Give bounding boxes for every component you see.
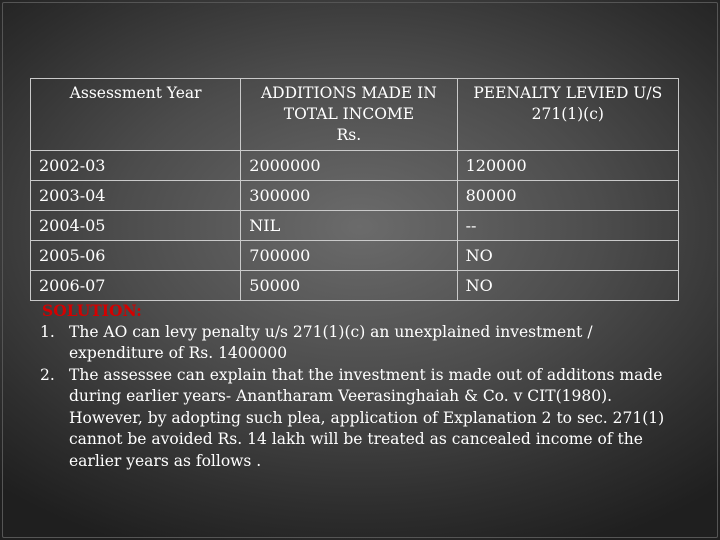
list-item-text: The AO can levy penalty u/s 271(1)(c) an unexplained investment / expenditure of Rs. 1400000 bbox=[69, 322, 593, 362]
penalty-table bbox=[30, 78, 679, 301]
list-item bbox=[40, 322, 680, 365]
cell-penalty: -- bbox=[457, 211, 678, 241]
cell-year: 2002-03 bbox=[31, 151, 241, 181]
cell-penalty: 80000 bbox=[457, 181, 678, 211]
table-row bbox=[31, 271, 679, 301]
table-row bbox=[31, 241, 679, 271]
header-additions-made: ADDITIONS MADE IN TOTAL INCOME Rs. bbox=[241, 79, 457, 151]
cell-additions: 700000 bbox=[241, 241, 457, 271]
list-item-number: 2. bbox=[40, 365, 55, 384]
list-item bbox=[40, 365, 680, 473]
table-row bbox=[31, 211, 679, 241]
table-row bbox=[31, 151, 679, 181]
cell-penalty: 120000 bbox=[457, 151, 678, 181]
table-row bbox=[31, 181, 679, 211]
cell-year: 2005-06 bbox=[31, 241, 241, 271]
header-penalty-levied: PEENALTY LEVIED U/S 271(1)(c) bbox=[457, 79, 678, 151]
list-item-text: The assessee can explain that the investment is made out of additons made during earlier years- Anantharam Veerasinghaiah & Co. v CIT(1980). However, by adopting such plea, application of Explanation 2 to sec. 271(1) cannot be avoided Rs. 14 lakh will be treated as cancealed income of the earlier years as follows . bbox=[69, 365, 665, 470]
cell-penalty: NO bbox=[457, 271, 678, 301]
cell-year: 2003-04 bbox=[31, 181, 241, 211]
table-header-row bbox=[31, 79, 679, 151]
cell-penalty: NO bbox=[457, 241, 678, 271]
cell-additions: 300000 bbox=[241, 181, 457, 211]
solution-title: SOLUTION: bbox=[42, 301, 142, 320]
header-assessment-year: Assessment Year bbox=[31, 79, 241, 151]
cell-year: 2004-05 bbox=[31, 211, 241, 241]
cell-additions: 2000000 bbox=[241, 151, 457, 181]
list-item-number: 1. bbox=[40, 322, 55, 341]
solution-section bbox=[40, 300, 680, 472]
solution-list bbox=[40, 322, 680, 473]
cell-year: 2006-07 bbox=[31, 271, 241, 301]
cell-additions: 50000 bbox=[241, 271, 457, 301]
cell-additions: NIL bbox=[241, 211, 457, 241]
